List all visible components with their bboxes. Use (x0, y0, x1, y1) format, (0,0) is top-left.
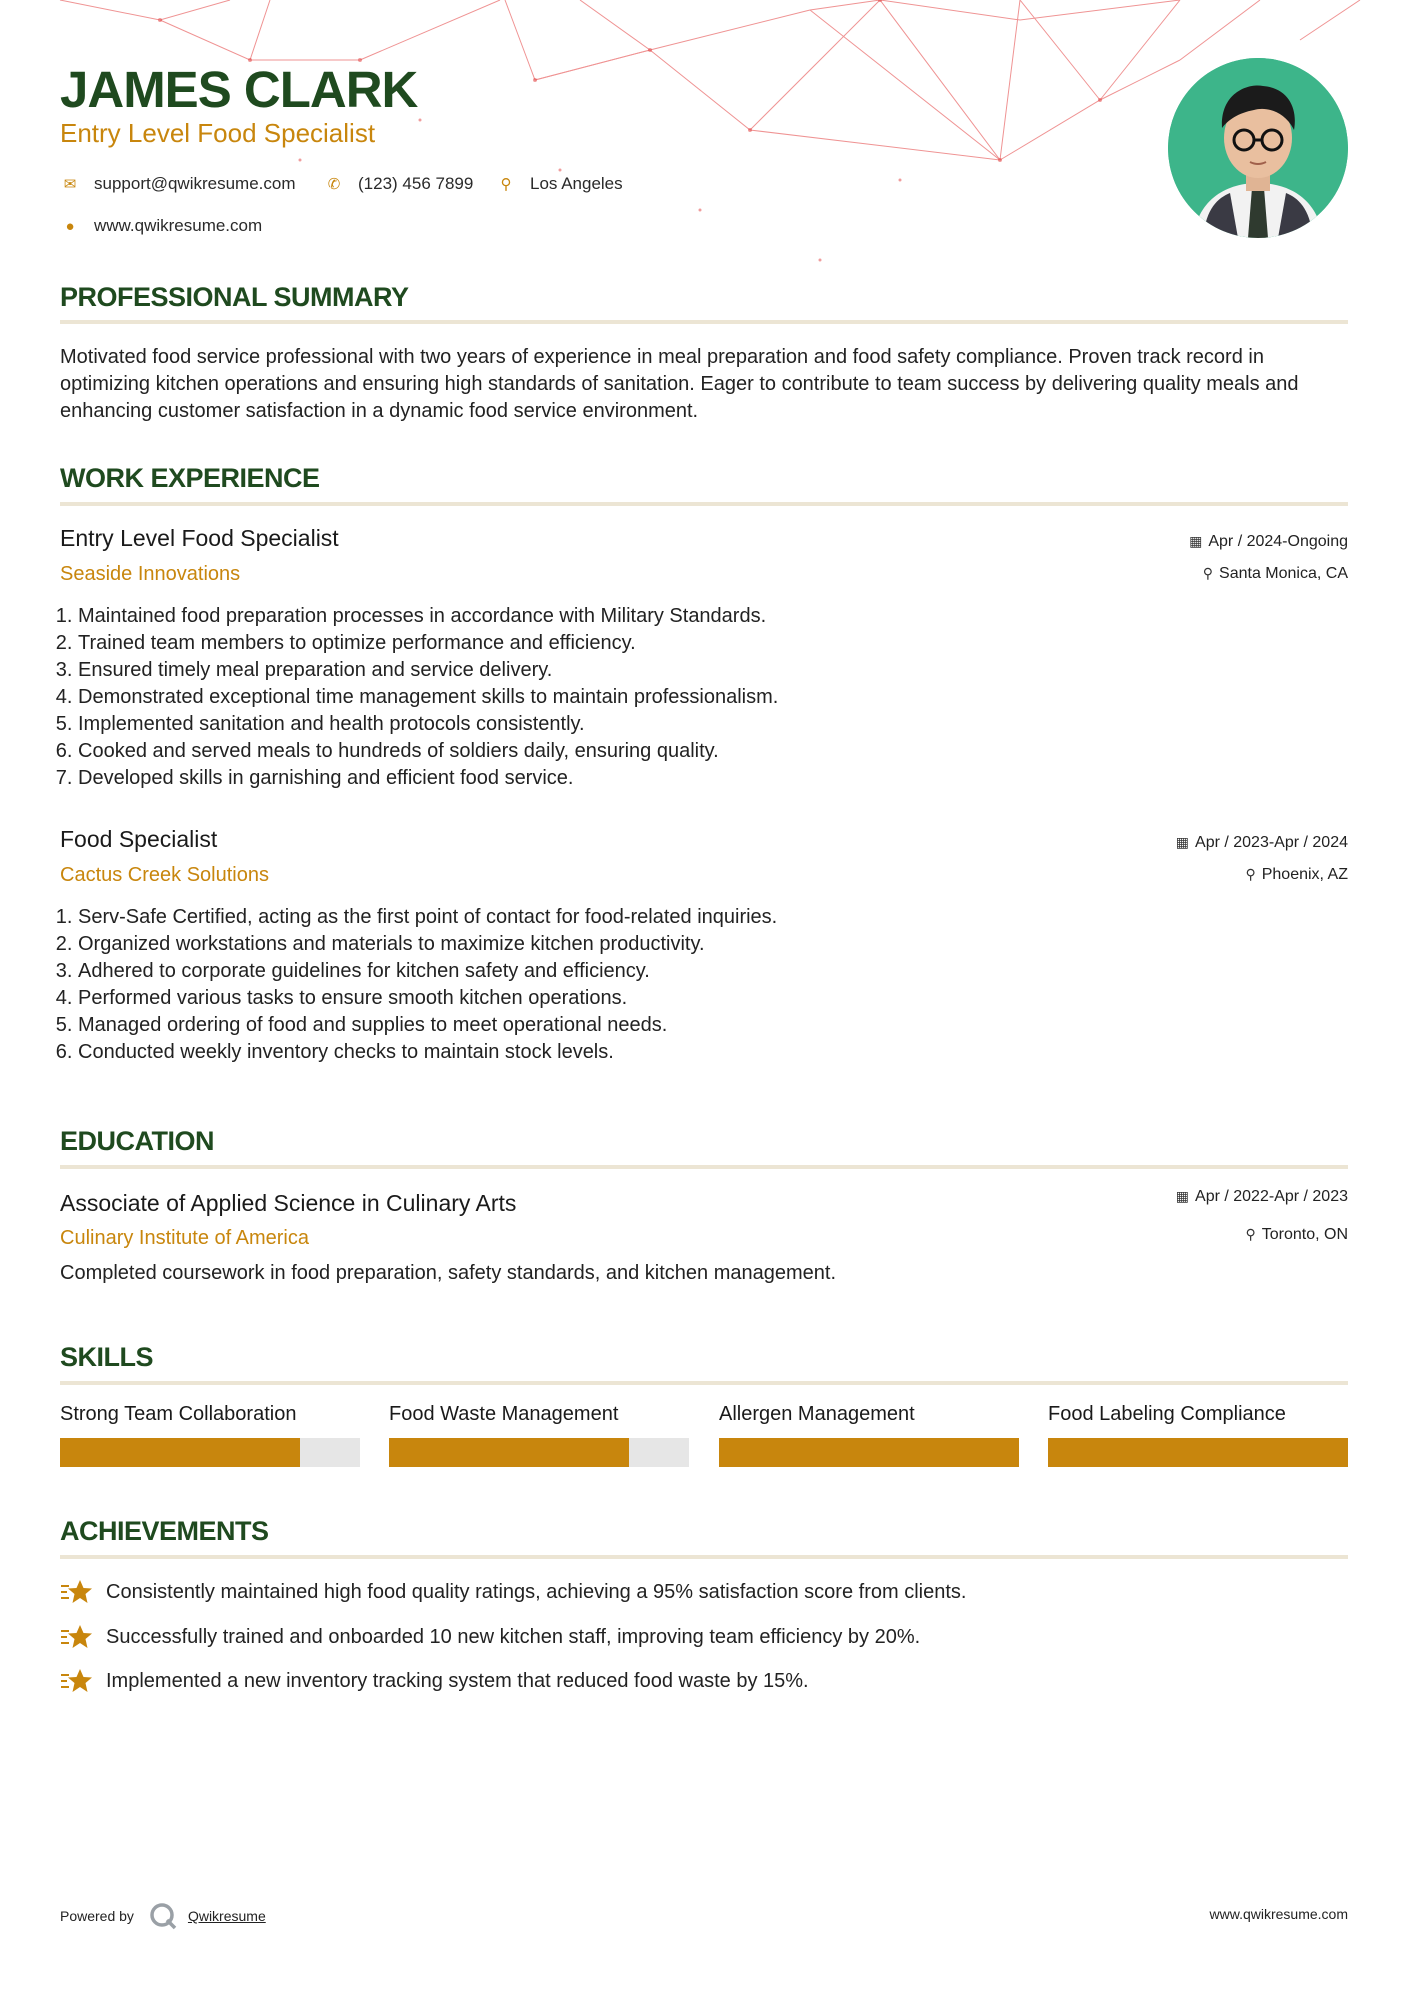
calendar-icon: ▦ (1175, 1188, 1190, 1204)
achievement-text: Consistently maintained high food quality ratings, achieving a 95% satisfaction score from clients. (106, 1580, 967, 1603)
skill-label: Strong Team Collaboration (60, 1403, 297, 1425)
skill-bar (1048, 1438, 1348, 1467)
skill-label: Food Waste Management (389, 1403, 619, 1425)
star-icon (60, 1623, 92, 1651)
education-description: Completed coursework in food preparation, safety standards, and kitchen management. (60, 1262, 836, 1284)
achievement-item (60, 1667, 809, 1695)
powered-by-label: Powered by (60, 1908, 134, 1924)
list-item: 5. Implemented sanitation and health protocols consistently. (78, 711, 778, 738)
list-item: 2. Organized workstations and materials to maximize kitchen productivity. (78, 931, 777, 958)
skill-item (719, 1403, 1019, 1467)
job-title: Entry Level Food Specialist (60, 525, 339, 551)
list-item: 2. Trained team members to optimize performance and efficiency. (78, 630, 778, 657)
avatar (1168, 58, 1348, 238)
section-divider (60, 1555, 1348, 1559)
job-location-text: Phoenix, AZ (1261, 866, 1348, 883)
job-location (1203, 565, 1348, 583)
skill-label: Food Labeling Compliance (1048, 1403, 1286, 1425)
pin-icon: ⚲ (1245, 1226, 1256, 1242)
summary-text: Motivated food service professional with two years of experience in meal preparation and food safety compliance. Proven track record in optimizing kitchen operations and ensuring high standards of sanitation. Eager to contribute to team success by delivering quality meals and enhancing customer satisfaction in a dynamic food service environment. (60, 346, 1299, 422)
job-dates-text: Apr / 2023-Apr / 2024 (1195, 834, 1348, 851)
summary-heading: PROFESSIONAL SUMMARY (60, 282, 409, 312)
skill-bar (719, 1438, 1019, 1467)
footer-powered-by (60, 1901, 266, 1931)
list-item: 3. Adhered to corporate guidelines for kitchen safety and efficiency. (78, 958, 777, 985)
achievement-item (60, 1578, 966, 1606)
section-divider (60, 320, 1348, 324)
job-duties-list (52, 603, 778, 792)
list-item: 6. Cooked and served meals to hundreds of soldiers daily, ensuring quality. (78, 738, 778, 765)
education-degree: Associate of Applied Science in Culinary Arts (60, 1190, 517, 1216)
education-location-text: Toronto, ON (1261, 1226, 1348, 1243)
envelope-icon: ✉ (63, 176, 77, 193)
contact-phone[interactable] (324, 174, 473, 194)
education-heading: EDUCATION (60, 1126, 214, 1156)
education-location (1245, 1226, 1348, 1244)
skill-item (1048, 1403, 1348, 1467)
job-dates (1176, 834, 1348, 852)
section-divider (60, 1381, 1348, 1385)
list-item: 3. Ensured timely meal preparation and service delivery. (78, 657, 778, 684)
calendar-icon: ▦ (1189, 533, 1203, 549)
contact-website[interactable] (60, 216, 262, 236)
map-pin-icon: ⚲ (500, 176, 512, 193)
qwikresume-logo-icon (148, 1901, 178, 1931)
job-dates (1189, 533, 1348, 551)
skill-bar (60, 1438, 360, 1467)
section-divider (60, 502, 1348, 506)
phone-text: (123) 456 7899 (358, 174, 474, 193)
footer-website[interactable]: www.qwikresume.com (1209, 1906, 1348, 1922)
achievement-item (60, 1623, 920, 1651)
skill-bar (389, 1438, 689, 1467)
experience-heading: WORK EXPERIENCE (60, 463, 320, 493)
globe-icon: ● (65, 217, 75, 235)
skill-item (389, 1403, 689, 1467)
candidate-name: JAMES CLARK (60, 61, 418, 118)
job-dates-text: Apr / 2024-Ongoing (1208, 533, 1348, 550)
skill-bar-fill (1048, 1438, 1348, 1467)
job-company: Seaside Innovations (60, 563, 241, 585)
contact-email[interactable] (60, 174, 296, 194)
brand-link[interactable]: Qwikresume (187, 1908, 266, 1924)
achievements-heading: ACHIEVEMENTS (60, 1516, 269, 1546)
job-location (1245, 866, 1348, 884)
skills-heading: SKILLS (60, 1342, 154, 1372)
list-item: 7. Developed skills in garnishing and efficient food service. (78, 765, 778, 792)
achievement-text: Implemented a new inventory tracking system that reduced food waste by 15%. (106, 1669, 809, 1692)
contact-location (496, 174, 623, 194)
phone-icon: ✆ (327, 176, 341, 193)
skill-bar-fill (389, 1438, 629, 1467)
job-location-text: Santa Monica, CA (1219, 565, 1348, 582)
skill-bar-fill (719, 1438, 1019, 1467)
location-text: Los Angeles (530, 174, 623, 193)
list-item: 1. Serv-Safe Certified, acting as the first point of contact for food-related inquiries. (78, 904, 777, 931)
list-item: 6. Conducted weekly inventory checks to maintain stock levels. (78, 1039, 777, 1066)
education-dates (1176, 1188, 1348, 1206)
job-title: Food Specialist (60, 826, 218, 852)
star-icon (60, 1667, 92, 1695)
email-text: support@qwikresume.com (94, 174, 296, 193)
job-company: Cactus Creek Solutions (60, 864, 269, 886)
pin-icon: ⚲ (1245, 866, 1256, 882)
website-text: www.qwikresume.com (94, 216, 263, 235)
calendar-icon: ▦ (1175, 834, 1190, 850)
list-item: 5. Managed ordering of food and supplies to meet operational needs. (78, 1012, 777, 1039)
achievement-text: Successfully trained and onboarded 10 new kitchen staff, improving team efficiency by 20%. (106, 1625, 921, 1648)
section-divider (60, 1165, 1348, 1169)
list-item: 4. Demonstrated exceptional time management skills to maintain professionalism. (78, 684, 778, 711)
skill-label: Allergen Management (719, 1403, 915, 1425)
list-item: 4. Performed various tasks to ensure smooth kitchen operations. (78, 985, 777, 1012)
pin-icon: ⚲ (1202, 565, 1214, 581)
education-school: Culinary Institute of America (60, 1227, 309, 1249)
job-duties-list (52, 904, 777, 1066)
candidate-role: Entry Level Food Specialist (60, 118, 376, 148)
star-icon (60, 1578, 92, 1606)
skill-item (60, 1403, 360, 1467)
education-dates-text: Apr / 2022-Apr / 2023 (1195, 1188, 1348, 1205)
list-item: 1. Maintained food preparation processes in accordance with Military Standards. (78, 603, 778, 630)
skill-bar-fill (60, 1438, 300, 1467)
